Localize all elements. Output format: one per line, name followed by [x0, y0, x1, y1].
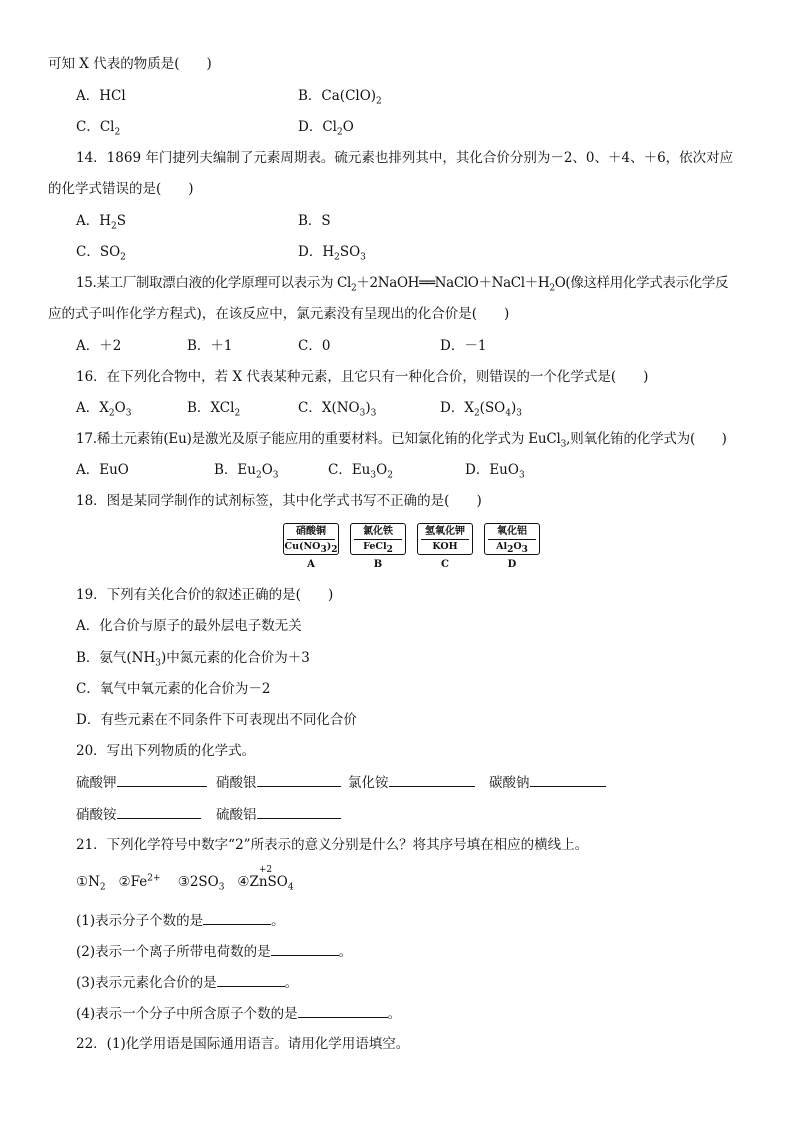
- q13-option-c: C．$Cl_2$: [76, 119, 121, 138]
- q19-option-b: B．氨气$(NH_3)$中氮元素的化合价为＋3: [76, 650, 310, 669]
- answer-blank[interactable]: [117, 804, 201, 819]
- q20-item-6: 硫酸铝: [216, 804, 341, 825]
- q17-option-c: C．$Eu_3O_2$: [328, 462, 393, 481]
- q21-part-1: (1)表示分子个数的是 。: [76, 910, 285, 931]
- label-name: 氯化铁: [354, 525, 402, 540]
- reagent-label-b: [350, 523, 406, 572]
- q15-option-c: C．0: [298, 338, 331, 354]
- symbol-4: ④Z +2 nSO$_4$: [237, 865, 294, 893]
- label-formula: KOH: [432, 541, 458, 552]
- q21-part-2: (2)表示一个离子所带电荷数的是 。: [76, 941, 352, 962]
- symbol-2: $②Fe^{2+}$: [118, 873, 161, 890]
- answer-blank[interactable]: [117, 772, 207, 787]
- q20-item-4: 碳酸钠: [489, 772, 606, 793]
- reagent-label-a: [283, 523, 339, 572]
- q21-symbols: [76, 865, 294, 893]
- label-tag: B: [373, 559, 383, 570]
- answer-blank[interactable]: [271, 941, 339, 956]
- q20-item-3: 氯化铵: [348, 772, 475, 793]
- answer-blank[interactable]: [389, 772, 475, 787]
- q14-stem-line1: 14．1869 年门捷列夫编制了元素周期表。硫元素也排列其中，其化合价分别为－2、0、＋4、＋6，依次对应: [76, 150, 734, 166]
- q16-stem: 16．在下列化合物中，若 X 代表某种元素，且它只有一种化合价，则错误的一个化学式是( ): [76, 369, 649, 385]
- q15-stem-line2: 应的式子叫作化学方程式)，在该反应中，氯元素没有呈现出的化合价是( ): [48, 306, 510, 322]
- answer-blank[interactable]: [257, 804, 341, 819]
- q15-option-b: B．＋1: [187, 338, 233, 354]
- q17-option-d: D．EuO$_3$: [465, 462, 525, 481]
- q22-stem: 22．(1)化学用语是国际通用语言。请用化学用语填空。: [76, 1036, 410, 1052]
- q13-option-a: A．HCl: [76, 88, 126, 104]
- q15-option-d: D．－1: [440, 338, 487, 354]
- q21-part-4: (4)表示一个分子中所含原子个数的是 。: [76, 1003, 401, 1024]
- q15-stem-line1: 15.某工厂制取漂白液的化学原理可以表示为 $Cl_2+2NaOH══NaClO+NaCl+H_2O$(像这样用化学式表示化学反: [76, 275, 729, 294]
- q20-item-1: 硫酸钾: [76, 772, 207, 793]
- answer-blank[interactable]: [298, 1003, 388, 1018]
- label-name: 氧化铝: [488, 525, 536, 540]
- label-name: 氢氧化钾: [421, 525, 469, 540]
- q17-stem: 17.稀土元素铕(Eu)是激光及原子能应用的重要材料。已知氯化铕的化学式为 EuCl$_3$,则氧化铕的化学式为( ): [76, 431, 727, 450]
- q16-option-a: A．$X_2O_3$: [76, 400, 132, 419]
- answer-blank[interactable]: [257, 772, 341, 787]
- q20-stem: 20．写出下列物质的化学式。: [76, 743, 256, 759]
- reagent-labels-figure: [283, 523, 543, 575]
- q20-item-5: 硝酸铵: [76, 804, 201, 825]
- q19-option-d: D．有些元素在不同条件下可表现出不同化合价: [76, 712, 357, 728]
- q19-option-a: A．化合价与原子的最外层电子数无关: [76, 618, 302, 634]
- q13-option-d: D．$Cl_2O$: [298, 119, 354, 138]
- q18-stem: 18．图是某同学制作的试剂标签，其中化学式书写不正确的是( ): [76, 493, 482, 509]
- q21-part-3: (3)表示元素化合价的是 。: [76, 972, 298, 993]
- reagent-label-d: [484, 523, 540, 572]
- q14-option-c: C．$SO_2$: [76, 244, 126, 263]
- answer-blank[interactable]: [530, 772, 606, 787]
- q14-option-d: D．$H_2SO_3$: [298, 244, 366, 263]
- q19-option-c: C．氧气中氧元素的化合价为－2: [76, 681, 271, 697]
- q16-option-c: C．$X(NO_3)_3$: [298, 400, 377, 419]
- q14-option-a: A．$H_2S$: [76, 213, 127, 232]
- label-tag: C: [441, 559, 449, 570]
- q14-stem-line2: 的化学式错误的是( ): [48, 181, 194, 197]
- q17-option-a: A．EuO: [76, 462, 129, 478]
- q20-item-2: 硝酸银: [216, 772, 341, 793]
- q13-option-b: B．$Ca(ClO)_2$: [298, 88, 382, 107]
- label-tag: A: [307, 559, 315, 570]
- label-name: 硝酸铜: [287, 525, 335, 540]
- label-formula: $Al_2O_3$: [496, 541, 528, 555]
- answer-blank[interactable]: [217, 972, 285, 987]
- q21-stem: 21．下列化学符号中数字“2”所表示的意义分别是什么？将其序号填在相应的横线上。: [76, 837, 589, 853]
- q16-option-d: D．$X_2(SO_4)_3$: [440, 400, 523, 419]
- q14-option-b: B．S: [298, 213, 331, 229]
- q15-option-a: A．＋2: [76, 338, 122, 354]
- reagent-label-c: [417, 523, 473, 572]
- answer-blank[interactable]: [203, 910, 271, 925]
- label-tag: D: [507, 559, 517, 570]
- symbol-1: $①N_2$: [76, 874, 106, 893]
- label-formula: FeCl$_2$: [363, 541, 393, 555]
- q16-option-b: B．XCl$_2$: [187, 400, 241, 419]
- q17-option-b: B．$Eu_2O_3$: [214, 462, 279, 481]
- q19-stem: 19．下列有关化合价的叙述正确的是( ): [76, 587, 334, 603]
- q13-stem-tail: 可知 X 代表的物质是( ): [48, 56, 212, 72]
- label-formula: $Cu(NO_3)_2$: [284, 541, 338, 555]
- symbol-3: $③2SO_3$: [177, 874, 225, 893]
